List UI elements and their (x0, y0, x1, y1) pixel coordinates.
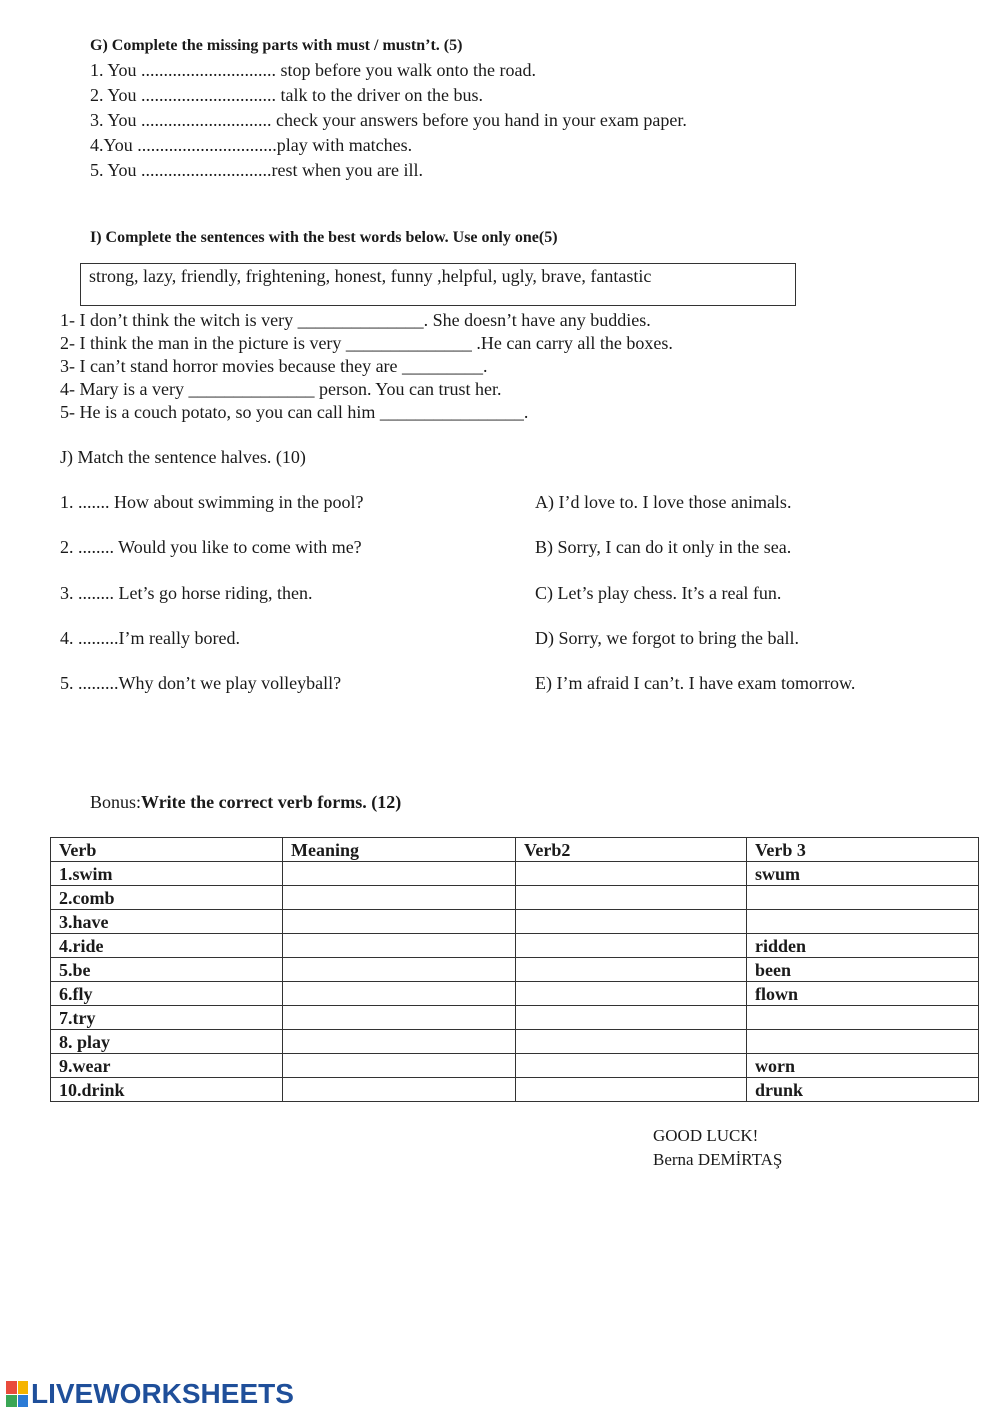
verb-cell: 9.wear (51, 1054, 283, 1078)
header-verb: Verb (51, 838, 283, 862)
section-i-item-4: 4- Mary is a very ______________ person. You can trust her. (60, 379, 502, 399)
section-g-title: G) Complete the missing parts with must / mustn’t. (5) (90, 37, 463, 54)
verb-cell: 2.comb (51, 886, 283, 910)
section-j-title: J) Match the sentence halves. (10) (60, 447, 306, 467)
liveworksheets-logo[interactable] (6, 1378, 294, 1410)
verb3-cell: swum (747, 862, 979, 886)
section-i-item-3: 3- I can’t stand horror movies because they are _________. (60, 356, 488, 376)
table-row (51, 958, 979, 982)
logo-text: LIVEWORKSHEETS (31, 1378, 294, 1409)
verb2-cell[interactable] (516, 1054, 747, 1078)
section-g-item-1: 1. You .............................. stop before you walk onto the road. (90, 60, 536, 80)
match-right-d: D) Sorry, we forgot to bring the ball. (535, 628, 799, 648)
section-g-item-3: 3. You ............................. check your answers before you hand in your exam paper. (90, 110, 687, 130)
word-bank-box: strong, lazy, friendly, frightening, honest, funny ,helpful, ugly, brave, fantastic (80, 263, 796, 306)
good-luck-text: GOOD LUCK! (653, 1126, 759, 1145)
meaning-cell[interactable] (283, 1054, 516, 1078)
meaning-cell[interactable] (283, 1006, 516, 1030)
verb-cell: 7.try (51, 1006, 283, 1030)
table-row (51, 1030, 979, 1054)
verb3-cell[interactable] (747, 910, 979, 934)
verb-cell: 6.fly (51, 982, 283, 1006)
bonus-title: Write the correct verb forms. (12) (141, 792, 402, 812)
verb-cell: 5.be (51, 958, 283, 982)
verb-cell: 3.have (51, 910, 283, 934)
verb3-cell: drunk (747, 1078, 979, 1102)
match-left-5: 5. .........Why don’t we play volleyball? (60, 673, 342, 693)
match-left-4: 4. .........I’m really bored. (60, 628, 240, 648)
header-meaning: Meaning (283, 838, 516, 862)
match-left-3: 3. ........ Let’s go horse riding, then. (60, 583, 313, 603)
table-row (51, 862, 979, 886)
header-verb2: Verb2 (516, 838, 747, 862)
verb3-cell[interactable] (747, 886, 979, 910)
table-header-row (51, 838, 979, 862)
table-row (51, 910, 979, 934)
match-right-e: E) I’m afraid I can’t. I have exam tomorrow. (535, 673, 856, 693)
verb3-cell: ridden (747, 934, 979, 958)
verb-cell: 4.ride (51, 934, 283, 958)
section-i-item-2: 2- I think the man in the picture is very ______________ .He can carry all the boxes. (60, 333, 673, 353)
meaning-cell[interactable] (283, 934, 516, 958)
section-i-item-5: 5- He is a couch potato, so you can call him ________________. (60, 402, 529, 422)
section-g-item-5: 5. You .............................rest when you are ill. (90, 160, 423, 180)
section-i-title: I) Complete the sentences with the best words below. Use only one(5) (90, 229, 558, 246)
verb3-cell[interactable] (747, 1006, 979, 1030)
match-left-1: 1. ....... How about swimming in the pool? (60, 492, 364, 512)
verb-cell: 10.drink (51, 1078, 283, 1102)
meaning-cell[interactable] (283, 982, 516, 1006)
table-row (51, 1054, 979, 1078)
section-g-item-4: 4.You ...............................play with matches. (90, 135, 413, 155)
meaning-cell[interactable] (283, 862, 516, 886)
match-right-c: C) Let’s play chess. It’s a real fun. (535, 583, 782, 603)
table-row (51, 886, 979, 910)
match-left-2: 2. ........ Would you like to come with me? (60, 537, 362, 557)
table-row (51, 934, 979, 958)
verb2-cell[interactable] (516, 910, 747, 934)
meaning-cell[interactable] (283, 886, 516, 910)
verb2-cell[interactable] (516, 1030, 747, 1054)
header-verb3: Verb 3 (747, 838, 979, 862)
verb3-cell: flown (747, 982, 979, 1006)
bonus-heading (90, 792, 401, 813)
section-i-item-1: 1- I don’t think the witch is very ______________. She doesn’t have any buddies. (60, 310, 651, 330)
verb3-cell: worn (747, 1054, 979, 1078)
table-row (51, 1006, 979, 1030)
verb2-cell[interactable] (516, 886, 747, 910)
verb2-cell[interactable] (516, 934, 747, 958)
table-row (51, 982, 979, 1006)
verb-forms-table (50, 837, 979, 1102)
verb2-cell[interactable] (516, 1078, 747, 1102)
logo-squares-icon (6, 1381, 28, 1407)
match-right-a: A) I’d love to. I love those animals. (535, 492, 792, 512)
table-row (51, 1078, 979, 1102)
meaning-cell[interactable] (283, 1078, 516, 1102)
verb2-cell[interactable] (516, 862, 747, 886)
verb3-cell: been (747, 958, 979, 982)
meaning-cell[interactable] (283, 1030, 516, 1054)
verb2-cell[interactable] (516, 1006, 747, 1030)
section-g-item-2: 2. You .............................. talk to the driver on the bus. (90, 85, 483, 105)
match-right-b: B) Sorry, I can do it only in the sea. (535, 537, 792, 557)
verb-cell: 8. play (51, 1030, 283, 1054)
author-name: Berna DEMİRTAŞ (653, 1150, 783, 1169)
bonus-prefix: Bonus: (90, 792, 142, 812)
meaning-cell[interactable] (283, 958, 516, 982)
verb2-cell[interactable] (516, 982, 747, 1006)
verb-cell: 1.swim (51, 862, 283, 886)
verb3-cell[interactable] (747, 1030, 979, 1054)
meaning-cell[interactable] (283, 910, 516, 934)
verb2-cell[interactable] (516, 958, 747, 982)
